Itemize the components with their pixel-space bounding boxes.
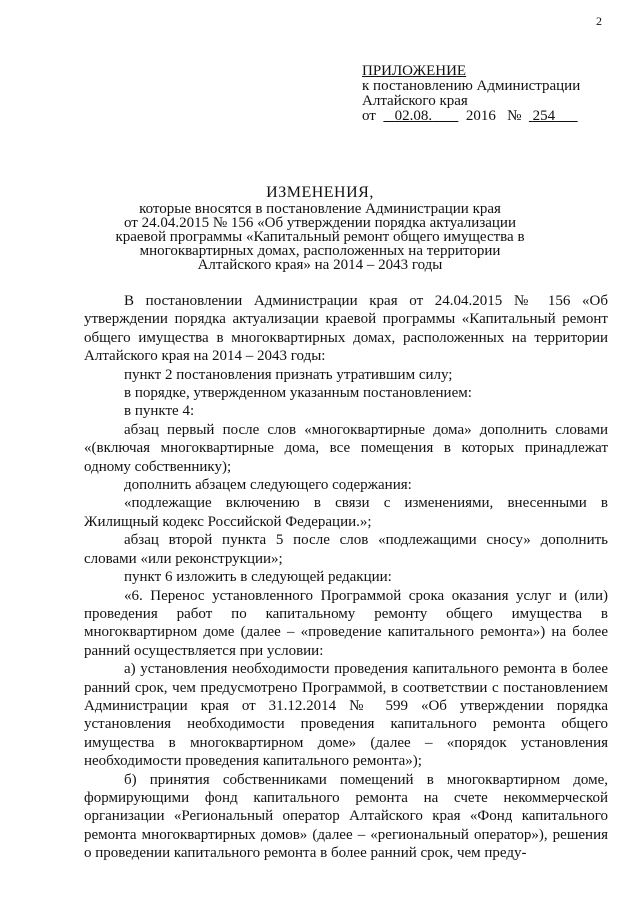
- body-paragraph: а) установления необходимости проведения капитального ремонта в более ранний срок, чем предусмотрено Программой, в соответствии с постановлением Администрации края от 31.12.2014 № 599 «Об утверждении порядка установления необходимости проведения капитального ремонта общего имущества в многоквартирном доме» (далее – «порядок установления необходимости проведения капитального ремонта»);: [84, 661, 608, 770]
- body-paragraph: пункт 6 изложить в следующей редакции:: [124, 569, 392, 586]
- body-paragraph: «подлежащие включению в связи с изменениями, внесенными в Жилищный кодекс Российской Федерации.»;: [84, 495, 608, 530]
- heading-line: от 24.04.2015 № 156 «Об утверждении порядка актуализации: [124, 215, 516, 231]
- document-heading: [100, 184, 540, 272]
- appendix-date-line: [362, 109, 580, 124]
- body-paragraph: в пункте 4:: [124, 403, 195, 420]
- page-number: 2: [596, 14, 602, 28]
- body-paragraph: в порядке, утвержденном указанным постановлением:: [124, 385, 472, 402]
- appendix-num-label: №: [507, 108, 522, 124]
- body-paragraph: дополнить абзацем следующего содержания:: [124, 477, 412, 494]
- body-paragraph: абзац второй пункта 5 после слов «подлежащими сносу» дополнить словами «или реконструкции»;: [84, 532, 608, 567]
- body-paragraph: абзац первый после слов «многоквартирные дома» дополнить словами «(включая многоквартирные дома, все помещения в которых принадлежат одному собственнику);: [84, 421, 608, 475]
- appendix-line-2: Алтайского края: [362, 93, 468, 109]
- heading-line: которые вносятся в постановление Администрации края: [139, 201, 501, 217]
- heading-line: краевой программы «Капитальный ремонт общего имущества в: [115, 229, 525, 245]
- appendix-number: 254: [532, 108, 556, 124]
- document-body: [84, 292, 608, 863]
- appendix-line-1: к постановлению Администрации: [362, 78, 581, 94]
- appendix-ot-label: от: [362, 108, 376, 124]
- body-paragraph: В постановлении Администрации края от 24.04.2015 № 156 «Об утверждении порядка актуализации краевой программы «Капитальный ремонт общего имущества в многоквартирных домах, расположенных на территории Алтайского края на 2014 – 2043 годы:: [84, 293, 608, 365]
- appendix-date-value: 02.08.: [394, 108, 433, 124]
- heading-title: ИЗМЕНЕНИЯ,: [266, 184, 374, 201]
- body-paragraph: пункт 2 постановления признать утратившим силу;: [124, 366, 453, 383]
- appendix-block: [362, 64, 580, 124]
- heading-line: Алтайского края» на 2014 – 2043 годы: [197, 257, 443, 273]
- body-paragraph: «6. Перенос установленного Программой срока оказания услуг и (или) проведения работ по капитальному ремонту общего имущества в многоквартирном доме (далее – «проведение капитального ремонта») на более ранний осуществляется при условии:: [84, 587, 608, 659]
- appendix-title: ПРИЛОЖЕНИЕ: [362, 63, 467, 79]
- body-paragraph: б) принятия собственниками помещений в многоквартирном доме, формирующими фонд капитального ремонта на счете некоммерческой организации «Региональный оператор Алтайского края «Фонд капитального ремонта многоквартирных домов» (далее – «региональный оператор»), решения о проведении капитального ремонта в более ранний срок, чем преду-: [84, 771, 608, 862]
- heading-line: многоквартирных домах, расположенных на территории: [139, 243, 501, 259]
- appendix-year: 2016: [465, 108, 496, 124]
